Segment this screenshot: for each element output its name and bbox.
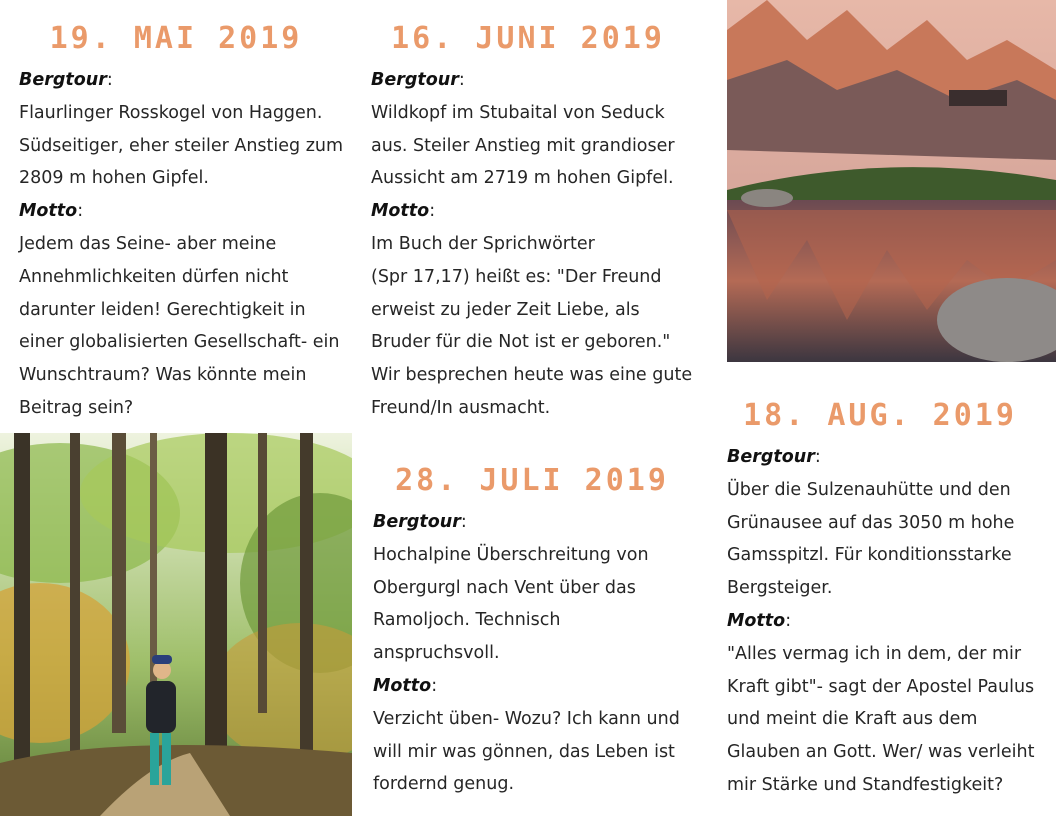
event-2-motto-line: Im Buch der Sprichwörter (371, 233, 595, 254)
event-4-motto-line: mir Stärke und Standfestigkeit? (727, 774, 1004, 795)
event-2-motto-line: Freund/In ausmacht. (371, 397, 551, 418)
event-4-tour-line: Bergsteiger. (727, 578, 833, 599)
event-1-motto-line: Annehmlichkeiten dürfen nicht (19, 266, 289, 287)
event-3-tour-label: Bergtour (373, 512, 461, 532)
event-4-date: 18. AUG. 2019 (743, 398, 1017, 433)
event-1-date: 19. MAI 2019 (49, 21, 303, 56)
event-1-motto-label: Motto (19, 201, 78, 222)
event-1-tour-label: Bergtour (19, 70, 107, 90)
event-2-motto-line: (Spr 17,17) heißt es: "Der Freund (371, 266, 662, 287)
event-2-date: 16. JUNI 2019 (391, 21, 665, 56)
event-2-motto-line: Wir besprechen heute was eine gute (371, 365, 693, 386)
forest-hiker-photo (0, 433, 352, 816)
event-1-motto-line: Beitrag sein? (19, 397, 134, 418)
event-2-tour-line: Aussicht am 2719 m hohen Gipfel. (371, 168, 674, 189)
event-3-tour-line: Obergurgl nach Vent über das (373, 577, 636, 598)
event-1-motto-line: Wunschtraum? Was könnte mein (19, 365, 307, 386)
event-4-motto-line: Kraft gibt"- sagt der Apostel Paulus (727, 676, 1035, 697)
event-2-motto-line: Bruder für die Not ist er geboren." (371, 332, 671, 353)
event-2-tour-line: Wildkopf im Stubaital von Seduck (371, 102, 665, 123)
event-1-motto-line: Jedem das Seine- aber meine (19, 233, 277, 254)
event-3-motto-label: Motto (373, 675, 432, 696)
event-1-tour-line: 2809 m hohen Gipfel. (19, 168, 209, 189)
event-4-text: Bergtour: Über die Sulzenauhütte und den Grünausee auf das 3050 m hohe Gamsspitzl. Für konditionsstarke Bergsteiger. Motto: "Alles vermag ich in dem, der mir Kraft gibt"- sagt der Apostel Paulus und meint die Kraft aus dem Glauben an Gott. Wer/ was verleiht mir Stärke und Standfestigkeit? (727, 441, 1052, 802)
event-3-tour-line: Hochalpine Überschreitung von (373, 544, 649, 565)
event-2-motto-line: erweist zu jeder Zeit Liebe, als (371, 299, 640, 320)
event-4-motto-line: und meint die Kraft aus dem (727, 709, 978, 730)
event-4-tour-line: Über die Sulzenauhütte und den (727, 479, 1011, 500)
event-3-motto-line: will mir was gönnen, das Leben ist (373, 741, 675, 762)
event-4-tour-label: Bergtour (727, 447, 815, 467)
event-1-tour-line: Südseitiger, eher steiler Anstieg zum (19, 135, 344, 156)
event-1-tour-line: Flaurlinger Rosskogel von Haggen. (19, 102, 323, 123)
event-1-motto-line: einer globalisierten Gesellschaft- ein (19, 332, 340, 353)
event-3-tour-line: Ramoljoch. Technisch (373, 610, 561, 631)
event-2-motto-label: Motto (371, 201, 430, 222)
event-4-tour-line: Gamsspitzl. Für konditionsstarke (727, 545, 1012, 566)
event-2-tour-label: Bergtour (371, 70, 459, 90)
event-4-tour-line: Grünausee auf das 3050 m hohe (727, 512, 1015, 533)
event-3-date: 28. JULI 2019 (395, 463, 669, 498)
event-3-text: Bergtour: Hochalpine Überschreitung von Obergurgl nach Vent über das Ramoljoch. Technisch anspruchsvoll. Motto: Verzicht üben- Wozu? Ich kann und will mir was gönnen, das Leben ist fordernd genug. (373, 506, 713, 801)
event-4-motto-line: "Alles vermag ich in dem, der mir (727, 643, 1022, 664)
mountain-lake-photo (727, 0, 1056, 362)
event-4-motto-label: Motto (727, 610, 786, 631)
event-3-tour-line: anspruchsvoll. (373, 643, 500, 664)
event-4-motto-line: Glauben an Gott. Wer/ was verleiht (727, 742, 1035, 763)
event-3-motto-line: Verzicht üben- Wozu? Ich kann und (373, 708, 680, 729)
event-2-text: Bergtour: Wildkopf im Stubaital von Seduck aus. Steiler Anstieg mit grandioser Aussicht am 2719 m hohen Gipfel. Motto: Im Buch der Sprichwörter (Spr 17,17) heißt es: "Der Freund erweist zu jeder Zeit Liebe, als Bruder für die Not ist er geboren." Wir besprechen heute was eine gute Freund/In ausmacht. (371, 64, 711, 425)
event-2-tour-line: aus. Steiler Anstieg mit grandioser (371, 135, 675, 156)
event-1-motto-line: darunter leiden! Gerechtigkeit in (19, 299, 306, 320)
event-1-text: Bergtour: Flaurlinger Rosskogel von Haggen. Südseitiger, eher steiler Anstieg zum 2809 m hohen Gipfel. Motto: Jedem das Seine- aber meine Annehmlichkeiten dürfen nicht darunter leiden! Gerechtigkeit in einer globalisierten Gesellschaft- ein Wunschtraum? Was könnte mein Beitrag sein? (19, 64, 349, 425)
event-3-motto-line: fordernd genug. (373, 774, 515, 795)
